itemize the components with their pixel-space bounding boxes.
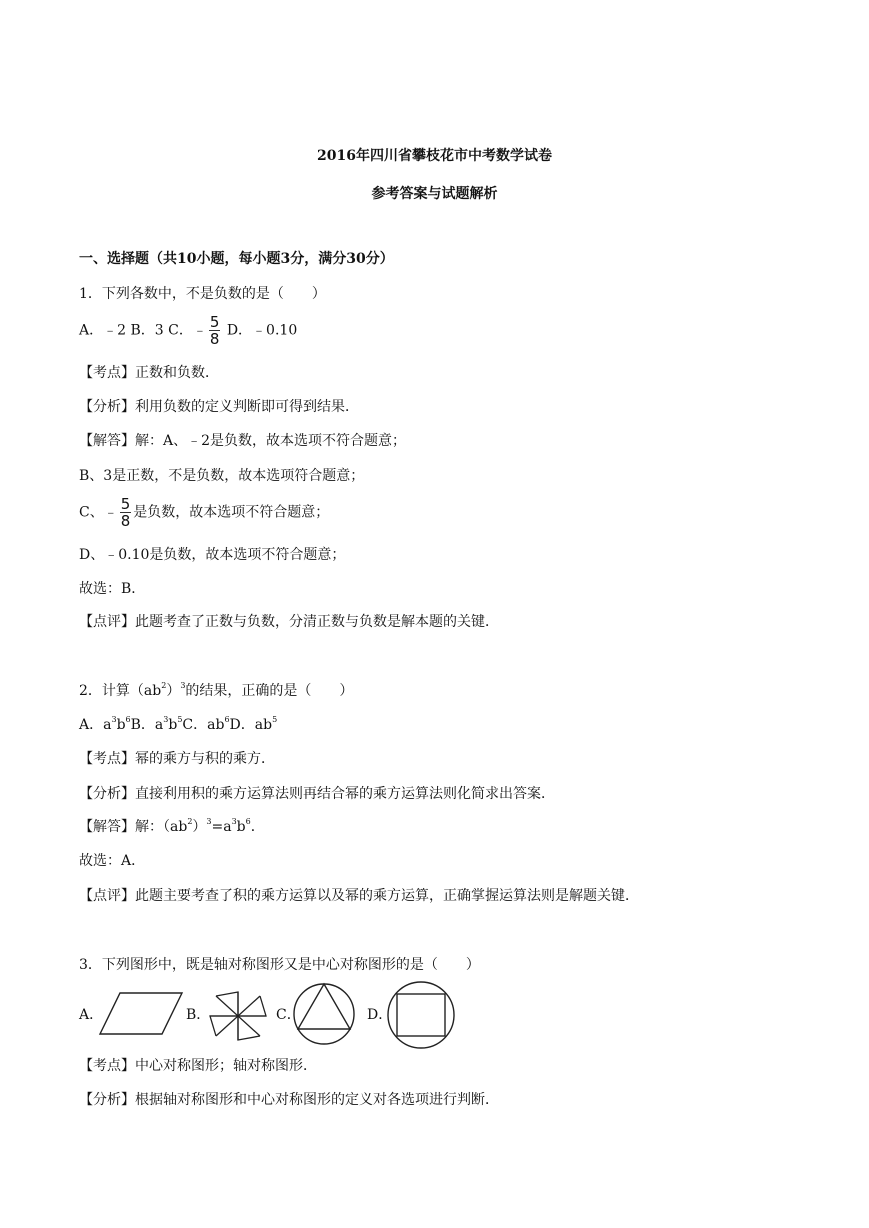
q2-stem-part: ） — [166, 683, 181, 699]
superscript: 6 — [125, 715, 131, 724]
page-title: 2016年四川省攀枝花市中考数学试卷 — [317, 148, 552, 164]
q2-option-b: B．a — [130, 717, 164, 733]
superscript: 3 — [206, 817, 212, 826]
superscript: 3 — [111, 715, 117, 724]
q2-option-a: A．a — [79, 717, 112, 733]
q2-jieda-part: b — [236, 819, 246, 835]
q1-options — [79, 314, 297, 347]
superscript: 2 — [161, 681, 167, 690]
superscript: 5 — [177, 715, 183, 724]
q2-option-a-part: b — [116, 717, 126, 733]
q2-stem-part: 的结果，正确的是（ ） — [185, 683, 354, 699]
q2-jieda-part: ） — [192, 819, 207, 835]
q3-label-d: D． — [367, 1007, 393, 1023]
q1-dianping: 【点评】此题考查了正数与负数，分清正数与负数是解本题的关键． — [79, 614, 499, 630]
fraction — [209, 314, 221, 347]
fraction — [120, 496, 132, 529]
q3-label-c: C． — [276, 1007, 301, 1023]
fraction-numerator: 5 — [209, 313, 220, 331]
q2-stem-part: 2．计算（ab — [79, 683, 162, 699]
q3-stem: 3．下列图形中，既是轴对称图形又是中心对称图形的是（ ） — [79, 957, 480, 973]
q2-fenxi: 【分析】直接利用积的乘方运算法则再结合幂的乘方运算法则化简求出答案． — [79, 786, 555, 802]
pinwheel-figure — [208, 990, 268, 1042]
section-heading: 一、选择题（共10小题，每小题3分，满分30分） — [79, 251, 394, 267]
q2-jieda-part: ． — [250, 819, 265, 835]
q1-line-c — [79, 496, 329, 529]
fraction-denominator: 8 — [209, 330, 220, 348]
q2-kaodian: 【考点】幂的乘方与积的乘方． — [79, 751, 275, 767]
q3-label-a: A． — [79, 1007, 104, 1023]
q1-jieda: 【解答】解：A、﹣2是负数，故本选项不符合题意； — [79, 433, 407, 449]
circle-square-figure — [386, 980, 456, 1050]
superscript: 3 — [163, 715, 169, 724]
superscript: 6 — [224, 715, 230, 724]
q2-jieda — [79, 818, 265, 836]
superscript: 3 — [231, 817, 237, 826]
superscript: 6 — [245, 817, 251, 826]
q1-line-c-prefix: C、﹣ — [79, 504, 118, 521]
page-subtitle: 参考答案与试题解析 — [371, 186, 498, 202]
q2-dianping: 【点评】此题主要考查了积的乘方运算以及幂的乘方运算，正确掌握运算法则是解题关键． — [79, 888, 639, 904]
q1-kaodian: 【考点】正数和负数． — [79, 365, 219, 381]
q1-option-d: D．﹣0.10 — [222, 322, 298, 339]
q1-line-b: B、3是正数，不是负数，故本选项符合题意； — [79, 468, 365, 484]
q1-answer: 故选：B． — [79, 581, 146, 597]
q1-stem: 1．下列各数中，不是负数的是（ ） — [79, 286, 326, 302]
q3-fenxi: 【分析】根据轴对称图形和中心对称图形的定义对各选项进行判断． — [79, 1092, 499, 1108]
superscript: 2 — [187, 817, 193, 826]
q1-line-c-suffix: 是负数，故本选项不符合题意； — [133, 504, 330, 521]
q1-line-d: D、﹣0.10是负数，故本选项不符合题意； — [79, 547, 346, 563]
q2-option-d: D．ab — [229, 717, 273, 733]
superscript: 3 — [180, 681, 186, 690]
q2-jieda-part: =a — [211, 819, 232, 835]
q1-options-abc: A．﹣2 B．3 C．﹣ — [79, 322, 207, 339]
fraction-numerator: 5 — [120, 495, 131, 513]
superscript: 5 — [272, 715, 278, 724]
q1-fenxi: 【分析】利用负数的定义判断即可得到结果． — [79, 399, 359, 415]
q2-jieda-part: 【解答】解：（ab — [79, 819, 188, 835]
q2-options — [79, 716, 277, 734]
q2-stem — [79, 682, 353, 700]
q2-option-c: C．ab — [182, 717, 225, 733]
q3-kaodian: 【考点】中心对称图形；轴对称图形． — [79, 1058, 317, 1074]
parallelogram-figure — [98, 990, 184, 1038]
circle-triangle-figure — [292, 982, 356, 1046]
q2-answer: 故选：A． — [79, 853, 146, 869]
q3-label-b: B． — [186, 1007, 211, 1023]
q2-option-b-part: b — [168, 717, 178, 733]
fraction-denominator: 8 — [120, 512, 131, 530]
